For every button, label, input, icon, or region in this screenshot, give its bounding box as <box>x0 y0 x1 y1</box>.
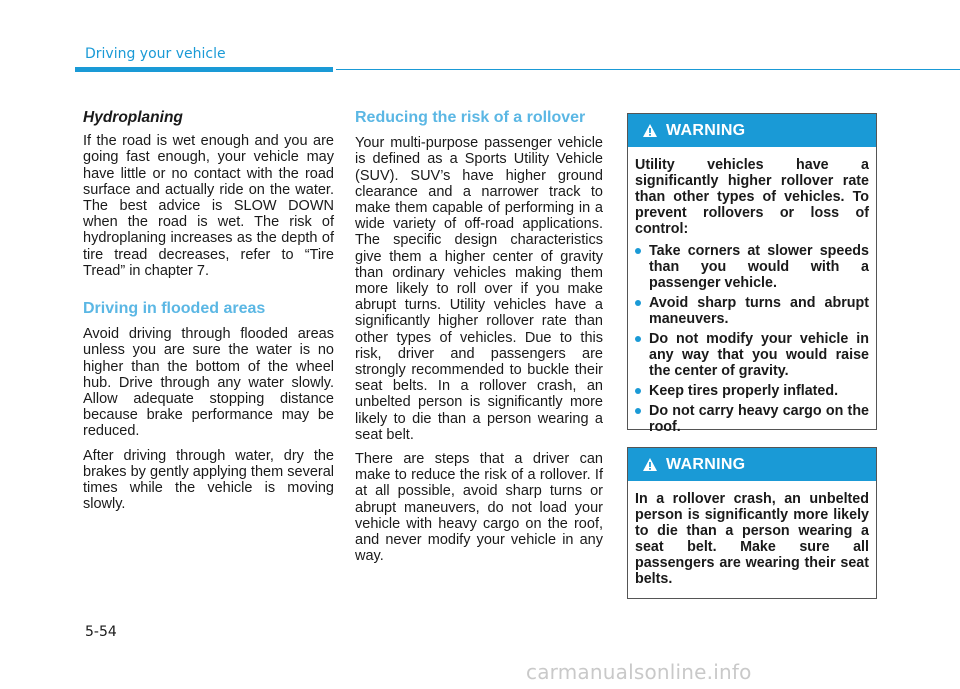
header-rule-thick <box>75 67 333 72</box>
section-title: Driving your vehicle <box>85 46 226 62</box>
header-rule-thin <box>336 69 960 70</box>
warning-title: WARNING <box>666 121 746 139</box>
warning-box-rollover-prevention <box>627 113 877 435</box>
warning-intro: Utility vehicles have a significantly higher rollover rate than other types of vehicles. To prevent rollovers or loss of control: <box>635 157 869 237</box>
warning-bullet: Avoid sharp turns and abrupt maneuvers. <box>635 295 869 327</box>
warning-body <box>628 147 876 435</box>
warning-box-seat-belts <box>627 447 877 599</box>
flooded-paragraph-1: Avoid driving through flooded areas unless you are sure the water is no higher than the bottom of the wheel hub. Drive through any water slowly. Allow adequate stopping distance because brake performance may be reduced. <box>83 326 334 440</box>
middle-column <box>355 110 603 572</box>
rollover-paragraph-1: Your multi-purpose passenger vehicle is defined as a Sports Utility Vehicle (SUV). SUV’s have higher ground clearance and a narrower track to make them capable of performing in a wide variety of off-road applications. The specific design characteristics give them a higher center of gravity than ordinary vehicles making them more likely to roll over if you make abrupt turns. Utility vehicles have a significantly higher rollover rate than other types of vehicles. Due to this risk, driver and passengers are strongly recommended to buckle their seat belts. In a rollover crash, an unbelted person is significantly more likely to die than a person wearing a seat belt. <box>355 135 603 443</box>
flooded-areas-heading: Driving in flooded areas <box>83 300 266 318</box>
warning-bullet: Keep tires properly inflated. <box>635 383 869 399</box>
hydroplaning-heading: Hydroplaning <box>83 109 183 126</box>
page-number: 5-54 <box>85 624 117 640</box>
warning-bullet-list <box>635 243 869 435</box>
warning-body <box>628 481 876 587</box>
rollover-paragraph-2: There are steps that a driver can make to reduce the risk of a rollover. If at all possible, avoid sharp turns or abrupt maneuvers, do not load your vehicle with heavy cargo on the roof, and never modify your vehicle in any way. <box>355 451 603 565</box>
warning-title: WARNING <box>666 455 746 473</box>
warning-triangle-icon <box>642 457 658 472</box>
warning-bullet: Do not carry heavy cargo on the roof. <box>635 403 869 435</box>
warning-triangle-icon <box>642 123 658 138</box>
rollover-heading: Reducing the risk of a rollover <box>355 109 586 126</box>
warning-header <box>628 114 876 147</box>
left-column <box>83 110 334 520</box>
warning-text: In a rollover crash, an unbelted person is significantly more likely to die than a person wearing a seat belt. Make sure all passengers are wearing their seat belts. <box>635 491 869 587</box>
warning-bullet: Do not modify your vehicle in any way that you would raise the center of gravity. <box>635 331 869 379</box>
watermark: carmanualsonline.info <box>526 660 752 684</box>
hydroplaning-paragraph: If the road is wet enough and you are going fast enough, your vehicle may have little or no contact with the road surface and actually ride on the water. The best advice is SLOW DOWN when the road is wet. The risk of hydroplaning increases as the depth of tire tread decreases, refer to “Tire Tread” in chapter 7. <box>83 133 334 279</box>
flooded-paragraph-2: After driving through water, dry the brakes by gently applying them several times while the vehicle is moving slowly. <box>83 447 334 513</box>
warning-header <box>628 448 876 481</box>
warning-bullet: Take corners at slower speeds than you would with a passenger vehicle. <box>635 243 869 291</box>
